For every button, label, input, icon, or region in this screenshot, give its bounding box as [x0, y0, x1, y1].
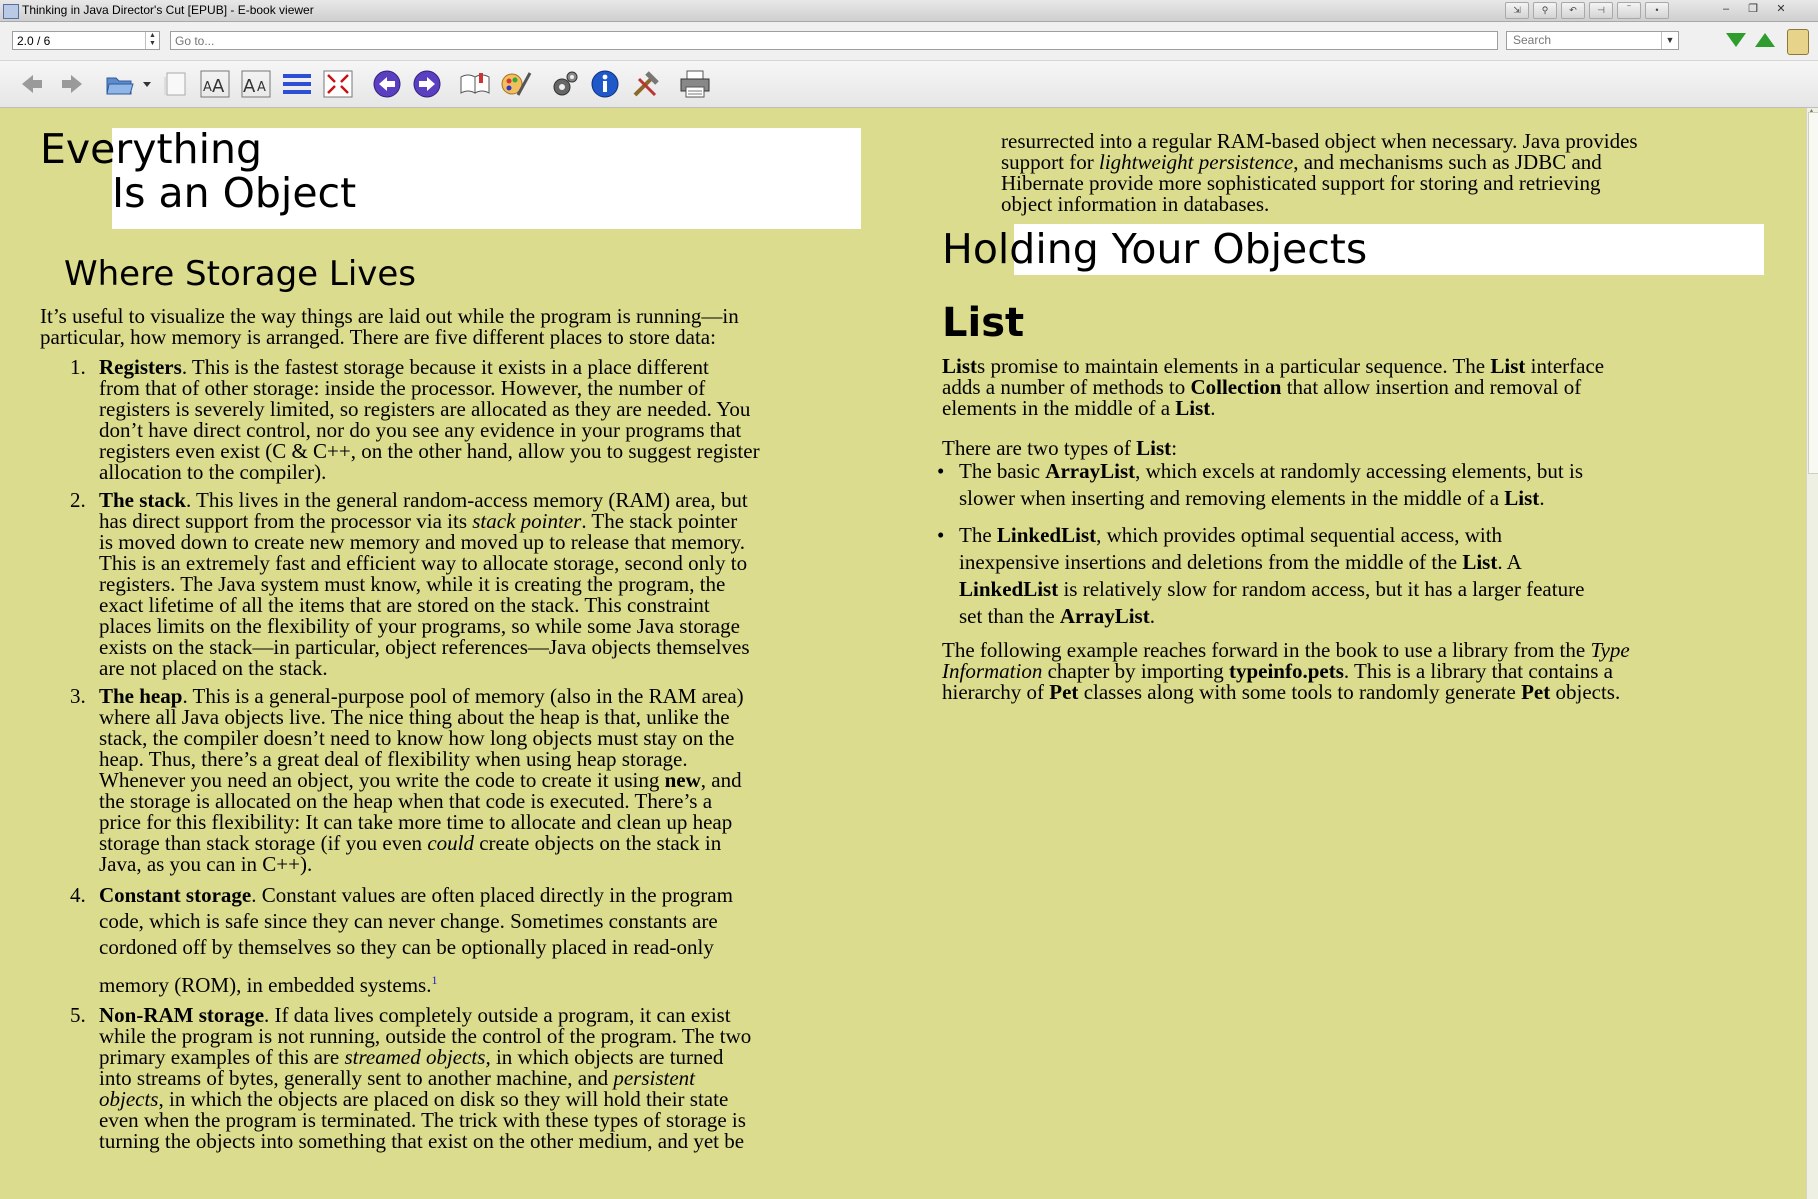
section-heading: Where Storage Lives: [64, 254, 417, 294]
svg-text:A: A: [212, 76, 225, 97]
text-line: . This lives in the general random-access memory (RAM) area, but: [185, 488, 748, 512]
text-run: , and: [700, 768, 742, 792]
text-run: into streams of bytes, generally sent to another machine, and: [99, 1066, 614, 1090]
text-line: the storage is allocated on the heap when that code is executed. There’s a: [99, 789, 713, 813]
text-line: where all Java objects live. The nice thing about the heap is that, unlike the: [99, 705, 730, 729]
text-run: .: [1149, 604, 1155, 628]
chevron-down-icon[interactable]: ▼: [1661, 32, 1678, 49]
list-item: [40, 1005, 856, 1152]
text-line: from that of other storage: inside the processor. However, the number of: [99, 376, 706, 400]
footnote-link[interactable]: 1: [431, 973, 438, 987]
chapter-title-line: Everything: [40, 125, 262, 173]
text-line: exists on the stack—in particular, object references—Java objects themselves: [99, 635, 750, 659]
bold-run: List: [1175, 396, 1211, 420]
book-page: [0, 108, 1806, 1199]
text-line: object information in databases.: [1001, 192, 1270, 216]
search-placeholder: Search: [1513, 33, 1552, 47]
text-line: is moved down to create new memory and moved up to release that memory.: [99, 530, 745, 554]
bold-run: List: [1462, 550, 1498, 574]
text-line: . If data lives completely outside a program, it can exist: [264, 1003, 731, 1027]
text-run: adds a number of methods to: [942, 375, 1191, 399]
list-item: [872, 522, 1762, 630]
text-line: price for this flexibility: It can take more time to allocate and clean up heap: [99, 810, 733, 834]
reference-mode-icon[interactable]: [500, 68, 532, 100]
app-icon: [3, 4, 19, 19]
text-run: The: [959, 523, 997, 547]
rollup-icon[interactable]: ↶: [1561, 2, 1585, 19]
text-run: classes along with some tools to randomly generate: [1078, 680, 1522, 704]
list-item: [40, 357, 856, 483]
italic-run: Information: [942, 659, 1043, 683]
text-run: There are two types of: [942, 436, 1137, 460]
text-run: , which provides optimal sequential access, with: [1096, 523, 1503, 547]
text-line: registers even exist (C & C++, on the other hand, allow you to suggest register: [99, 439, 760, 463]
vertical-scrollbar[interactable]: [1806, 108, 1818, 1199]
text-run: The basic: [959, 459, 1046, 483]
list-types: [872, 458, 1762, 640]
bold-run: Pet: [1521, 680, 1551, 704]
text-run: .: [1539, 486, 1545, 510]
text-run: create objects on the stack in: [473, 831, 722, 855]
forward-icon[interactable]: [56, 68, 88, 100]
text-run: . The stack pointer: [581, 509, 738, 533]
tack-icon[interactable]: ⊣: [1589, 2, 1613, 19]
item-term: The heap: [99, 684, 183, 708]
keep-icon[interactable]: ⚲: [1533, 2, 1557, 19]
bold-run: Pet: [1049, 680, 1079, 704]
text-run: support for: [1001, 150, 1099, 174]
window-title: Thinking in Java Director's Cut [EPUB] - E-book viewer: [22, 3, 314, 17]
bookmark-icon[interactable]: [1787, 29, 1809, 55]
find-previous-icon[interactable]: [1755, 33, 1775, 47]
bold-run: Collection: [1190, 375, 1282, 399]
minimize-button[interactable]: –: [1722, 3, 1730, 15]
text-line: This is an extremely fast and efficient way to allocate storage, second only to: [99, 551, 748, 575]
chapter-title: [40, 127, 356, 215]
text-line: code, which is safe since they can never change. Sometimes constants are: [99, 909, 718, 933]
paragraph: [942, 438, 1177, 459]
item-term: Registers: [99, 355, 182, 379]
text-line: registers is severely limited, so registers are allocated as they are needed. You: [99, 397, 751, 421]
goto-input[interactable]: [170, 31, 1498, 50]
italic-run: could: [427, 831, 474, 855]
bold-run: typeinfo.pets: [1228, 659, 1344, 683]
pin-icon[interactable]: ⇲: [1505, 2, 1529, 19]
print-icon[interactable]: [679, 68, 711, 100]
text-run: .: [1210, 396, 1216, 420]
preferences-icon[interactable]: [549, 68, 581, 100]
previous-page-icon[interactable]: [371, 68, 403, 100]
list-item: [40, 686, 856, 875]
item-term: Constant storage: [99, 883, 252, 907]
navigation-bar: [0, 22, 1818, 61]
bold-run: new: [664, 768, 701, 792]
fullscreen-icon[interactable]: [322, 68, 354, 100]
text-run: . This is a library that contains a: [1343, 659, 1613, 683]
text-line: Java, as you can in C++).: [99, 852, 313, 876]
chapter-title-line: Is an Object: [112, 169, 357, 217]
text-run: Whenever you need an object, you write the code to create it using: [99, 768, 665, 792]
search-combobox[interactable]: [1506, 31, 1679, 50]
scrollbar-thumb[interactable]: [1808, 112, 1818, 474]
menu-dot-icon[interactable]: •: [1645, 2, 1669, 19]
list-item: [40, 490, 856, 679]
bold-run: List: [1136, 436, 1172, 460]
text-run: , in which the objects are placed on disk so they will hold their state: [158, 1087, 729, 1111]
list-item: [872, 458, 1762, 512]
text-run: The following example reaches forward in the book to use a library from the: [942, 638, 1591, 662]
tools-icon[interactable]: [630, 68, 662, 100]
bold-run: ArrayList: [1045, 459, 1136, 483]
text-line: are not placed on the stack.: [99, 656, 328, 680]
list-number: 3.: [70, 684, 86, 708]
bold-run: LinkedList: [996, 523, 1097, 547]
bold-run: List: [1504, 486, 1540, 510]
maximize-button[interactable]: ❐: [1748, 3, 1758, 15]
text-line: memory (ROM), in embedded systems.: [99, 973, 432, 997]
bold-run: ArrayList: [1059, 604, 1150, 628]
list-number: 4.: [70, 883, 86, 907]
text-line: even when the program is terminated. The trick with these types of storage is: [99, 1108, 746, 1132]
item-term: Non-RAM storage: [99, 1003, 265, 1027]
list-item: [40, 882, 856, 998]
text-run: storage than stack storage (if you even: [99, 831, 428, 855]
paragraph: [942, 356, 1762, 419]
text-run: has direct support from the processor via its: [99, 509, 473, 533]
font-larger-icon[interactable]: [199, 68, 231, 100]
italic-run: streamed objects,: [344, 1045, 491, 1069]
text-run: hierarchy of: [942, 680, 1050, 704]
svg-text:A: A: [257, 80, 266, 95]
text-line: . This is the fastest storage because it exists in a place different: [181, 355, 709, 379]
shade-icon[interactable]: ‾: [1617, 2, 1641, 19]
continued-paragraph: [1001, 131, 1638, 215]
text-run: slower when inserting and removing elements in the middle of a: [959, 486, 1505, 510]
paragraph: [942, 640, 1762, 703]
text-line: turning the objects into something that exist on the other medium, and yet be: [99, 1129, 745, 1153]
bold-run: List: [942, 354, 978, 378]
text-run: is relatively slow for random access, but it has a larger feature: [1058, 577, 1585, 601]
close-button[interactable]: ✕: [1776, 3, 1786, 15]
bold-run: LinkedList: [959, 577, 1059, 601]
svg-text:A: A: [243, 76, 256, 97]
text-line: don’t have direct control, nor do you see any evidence in your programs that: [99, 418, 742, 442]
back-icon[interactable]: [16, 68, 48, 100]
text-run: inexpensive insertions and deletions from the middle of the: [959, 550, 1463, 574]
next-page-icon[interactable]: [411, 68, 443, 100]
text-line: stack, the compiler doesn’t need to know how long objects must stay on the: [99, 726, 735, 750]
text-line: heap. Thus, there’s a great deal of flexibility when using heap storage.: [99, 747, 688, 771]
text-run: objects.: [1550, 680, 1621, 704]
text-run: set than the: [959, 604, 1060, 628]
italic-run: objects: [99, 1087, 159, 1111]
text-line: resurrected into a regular RAM-based object when necessary. Java provides: [1001, 129, 1638, 153]
text-run: , and mechanisms such as JDBC and: [1293, 150, 1602, 174]
bullet-icon: •: [937, 459, 945, 483]
text-line: places limits on the flexibility of your programs, so while some Java storage: [99, 614, 740, 638]
text-run: , which excels at randomly accessing elements, but is: [1135, 459, 1583, 483]
position-spinbox[interactable]: [12, 31, 160, 50]
text-run: in which objects are turned: [490, 1045, 724, 1069]
find-next-icon[interactable]: [1726, 33, 1746, 47]
list-number: 1.: [70, 355, 86, 379]
list-number: 2.: [70, 488, 86, 512]
text-line: cordoned off by themselves so they can be optionally placed in read-only: [99, 935, 714, 959]
toolbar: [0, 61, 1818, 108]
copy-icon[interactable]: [160, 68, 192, 100]
text-run: s promise to maintain elements in a particular sequence. The: [977, 354, 1491, 378]
bold-run: List: [1490, 354, 1526, 378]
info-icon[interactable]: [589, 68, 621, 100]
svg-text:A: A: [203, 80, 212, 95]
text-line: registers. The Java system must know, while it is creating the program, the: [99, 572, 726, 596]
text-line: allocation to the compiler).: [99, 460, 327, 484]
title-bar: [0, 0, 1818, 22]
text-line: while the program is not running, outside the control of the program. The two: [99, 1024, 752, 1048]
text-run: elements in the middle of a: [942, 396, 1176, 420]
chapter-title: Holding Your Objects: [942, 225, 1368, 273]
toc-icon[interactable]: [281, 68, 313, 100]
text-line: . This is a general-purpose pool of memory (also in the RAM area): [182, 684, 744, 708]
text-run: primary examples of this are: [99, 1045, 345, 1069]
italic-run: stack pointer: [472, 509, 582, 533]
italic-run: persistent: [613, 1066, 696, 1090]
text-line: Hibernate provide more sophisticated support for storing and retrieving: [1001, 171, 1601, 195]
text-line: exact lifetime of all the items that are stored on the stack. This constraint: [99, 593, 710, 617]
italic-run: Type: [1590, 638, 1630, 662]
intro-paragraph: [40, 306, 739, 348]
item-term: The stack: [99, 488, 186, 512]
open-folder-icon[interactable]: [104, 68, 152, 100]
position-value: 2.0 / 6: [17, 34, 51, 48]
font-smaller-icon[interactable]: [240, 68, 272, 100]
bookmarks-icon[interactable]: [459, 68, 491, 100]
spin-arrows-icon[interactable]: ▲ ▼: [145, 32, 159, 49]
section-heading: List: [942, 300, 1025, 346]
text-run: that allow insertion and removal of: [1281, 375, 1582, 399]
text-line: It’s useful to visualize the way things are laid out while the program is running—in: [40, 304, 739, 328]
text-line: . Constant values are often placed directly in the program: [251, 883, 733, 907]
text-run: interface: [1525, 354, 1605, 378]
text-run: . A: [1497, 550, 1522, 574]
list-number: 5.: [70, 1003, 86, 1027]
text-line: particular, how memory is arranged. There are five different places to store data:: [40, 325, 716, 349]
bullet-icon: •: [937, 523, 945, 547]
italic-run: lightweight persistence: [1099, 150, 1294, 174]
text-run: :: [1171, 436, 1178, 460]
storage-list: [40, 357, 856, 1159]
text-run: chapter by importing: [1042, 659, 1229, 683]
